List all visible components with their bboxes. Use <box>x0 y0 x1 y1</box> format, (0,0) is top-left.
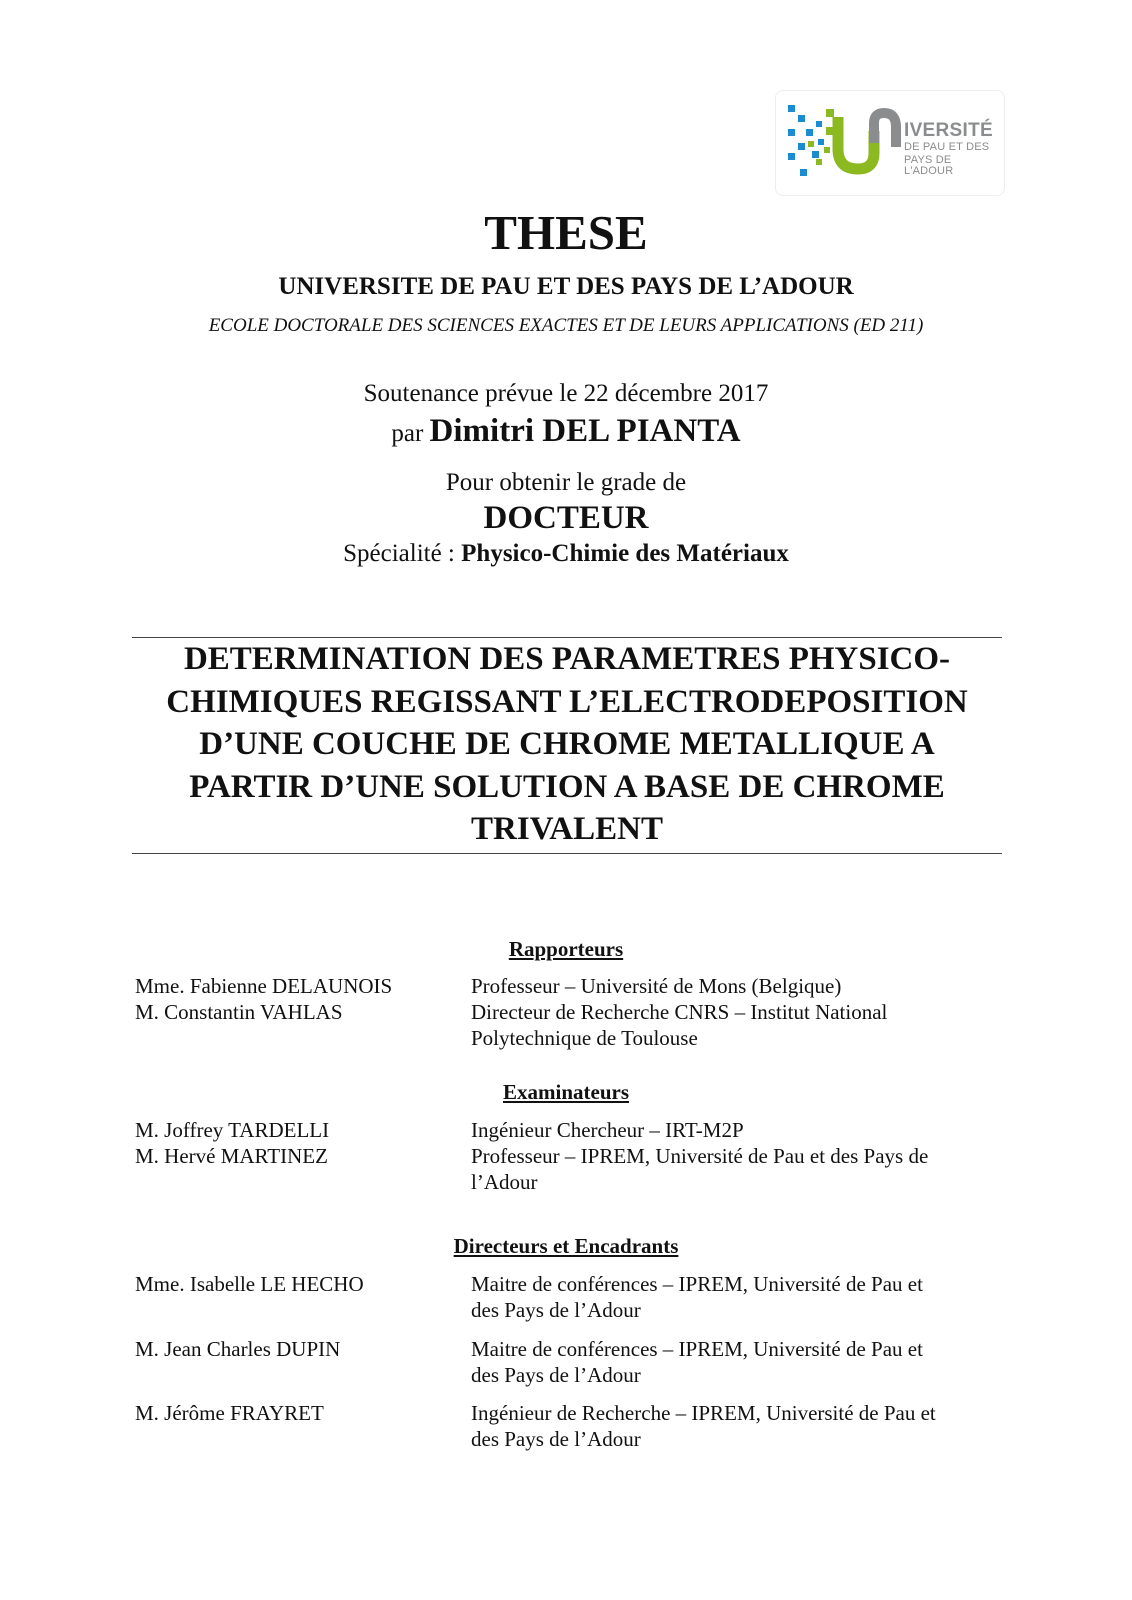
jury-member-name: M. Constantin VAHLAS <box>135 1000 343 1024</box>
jury-member-role: l’Adour <box>471 1170 538 1194</box>
par-label: par <box>391 420 424 447</box>
jury-member-role: des Pays de l’Adour <box>471 1363 641 1387</box>
jury-member-role: Ingénieur de Recherche – IPREM, Université de Pau et <box>471 1401 936 1425</box>
jury-member-name: M. Hervé MARTINEZ <box>135 1144 328 1168</box>
grade-line: Pour obtenir le grade de <box>445 469 687 496</box>
degree: DOCTEUR <box>483 500 649 536</box>
thesis-title-line: TRIVALENT <box>471 811 663 847</box>
jury-member-role: Professeur – Université de Mons (Belgique) <box>471 974 842 998</box>
logo-name-line3: PAYS DE L'ADOUR <box>904 154 954 177</box>
jury-member-role: Directeur de Recherche CNRS – Institut National <box>471 1000 888 1024</box>
jury-member-role: Maitre de conférences – IPREM, Université de Pau et <box>471 1272 923 1296</box>
thesis-title-line: PARTIR D’UNE SOLUTION A BASE DE CHROME <box>189 768 945 805</box>
title-bottom-rule <box>132 853 1002 854</box>
thesis-title <box>132 638 1002 851</box>
specialty-line <box>0 540 1132 568</box>
jury-member-role: Polytechnique de Toulouse <box>471 1026 698 1050</box>
author-name: Dimitri DEL PIANTA <box>429 413 741 449</box>
thesis-title-line: DETERMINATION DES PARAMETRES PHYSICO- <box>183 641 951 677</box>
university-logo-text <box>904 121 1004 177</box>
logo-name-line2: DE PAU ET DES <box>904 141 990 153</box>
jury-member-name: Mme. Fabienne DELAUNOIS <box>135 974 393 998</box>
document-title: THESE <box>484 205 648 260</box>
specialty-label: Spécialité : <box>343 540 455 567</box>
university-logo <box>775 90 1005 196</box>
jury-member-role: Professeur – IPREM, Université de Pau et des Pays de <box>471 1144 929 1168</box>
doctoral-school: ECOLE DOCTORALE DES SCIENCES EXACTES ET DE LEURS APPLICATIONS (ED 211) <box>208 315 924 336</box>
defense-date: Soutenance prévue le 22 décembre 2017 <box>363 380 769 407</box>
university-u-pixel-logo-icon <box>786 99 904 187</box>
jury-member-name: Mme. Isabelle LE HECHO <box>135 1272 364 1296</box>
thesis-title-line: D’UNE COUCHE DE CHROME METALLIQUE A <box>199 726 935 762</box>
thesis-title-line: CHIMIQUES REGISSANT L’ELECTRODEPOSITION <box>166 683 968 720</box>
jury-member-role: Maitre de conférences – IPREM, Université de Pau et <box>471 1337 923 1361</box>
jury-member-role: Ingénieur Chercheur – IRT-M2P <box>471 1118 744 1142</box>
author-line <box>0 413 1132 450</box>
jury-member-name: M. Joffrey TARDELLI <box>135 1118 330 1142</box>
jury-member-name: M. Jean Charles DUPIN <box>135 1337 341 1361</box>
jury-member-name: M. Jérôme FRAYRET <box>135 1401 324 1425</box>
directeurs-heading: Directeurs et Encadrants <box>453 1234 679 1258</box>
rapporteurs-heading: Rapporteurs <box>508 937 624 961</box>
specialty-value: Physico-Chimie des Matériaux <box>461 540 789 567</box>
jury-member-role: des Pays de l’Adour <box>471 1298 641 1322</box>
jury-member-role: des Pays de l’Adour <box>471 1427 641 1451</box>
university-name: UNIVERSITE DE PAU ET DES PAYS DE L’ADOUR <box>278 273 854 300</box>
logo-name-line1: IVERSITÉ <box>904 120 993 141</box>
examinateurs-heading: Examinateurs <box>503 1080 629 1104</box>
